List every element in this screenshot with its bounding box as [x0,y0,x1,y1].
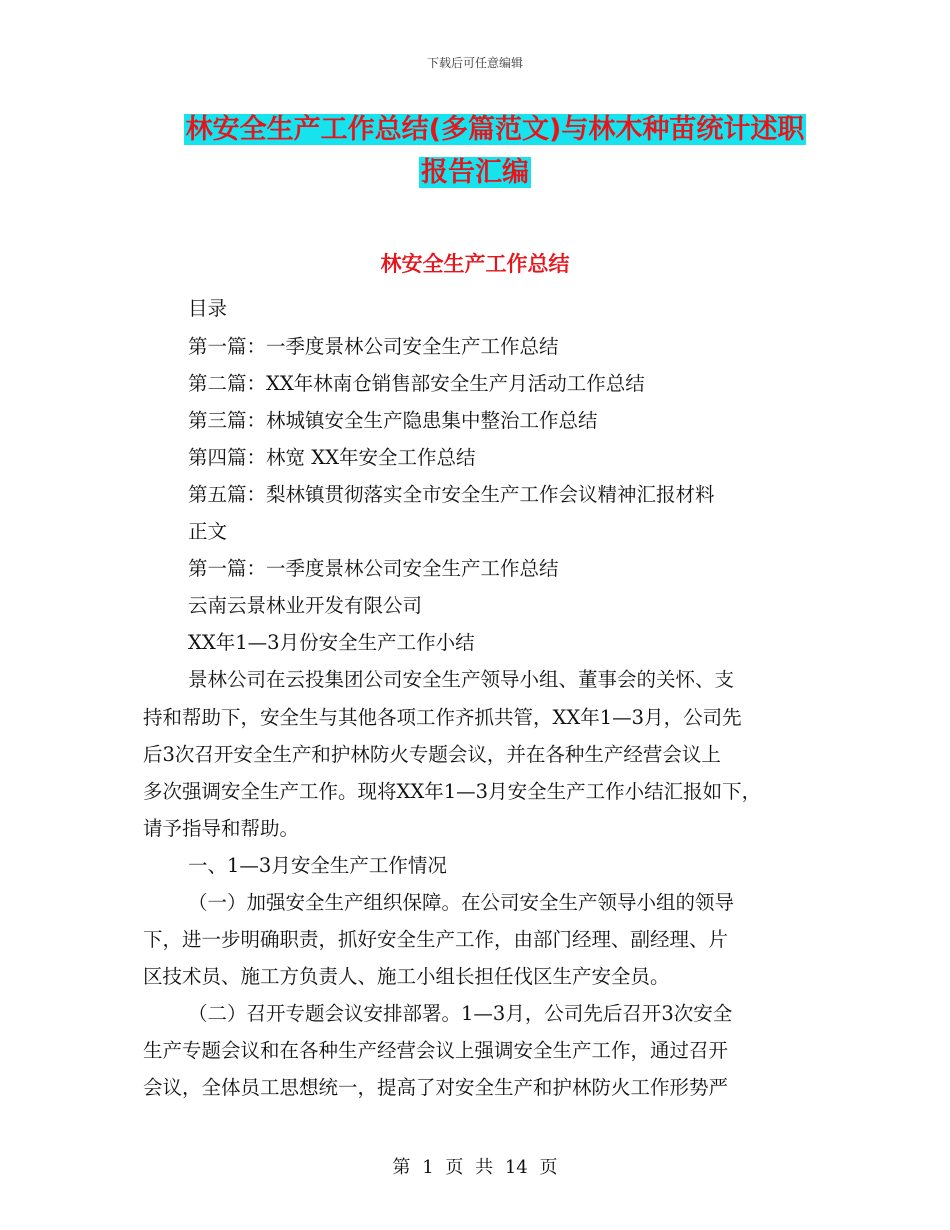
page-header-note: 下载后可任意编辑 [426,56,523,70]
toc-item: 第五篇：梨林镇贯彻落实全市安全生产工作会议精神汇报材料 [188,483,715,506]
document-title-line-1: 林安全生产工作总结(多篇范文)与林木种苗统计述职 [185,114,805,145]
paragraph-line: 生产专题会议和在各种生产经营会议上强调安全生产工作，通过召开 [143,1039,729,1062]
toc-heading: 目录 [188,297,228,320]
body-heading: 正文 [188,520,228,543]
section-heading: 一、1—3月安全生产工作情况 [188,854,447,877]
page-number: 第 1 页 共 14 页 [392,1157,558,1178]
paragraph-line: 下，进一步明确职责，抓好安全生产工作，由部门经理、副经理、片 [143,928,729,951]
document-title-line-2: 报告汇编 [421,157,529,188]
toc-item: 第四篇：林宽 XX年安全工作总结 [188,446,476,469]
section-title: 林安全生产工作总结 [380,252,570,276]
paragraph-line: （一）加强安全生产组织保障。在公司安全生产领导小组的领导 [188,891,735,914]
toc-item: 第二篇：XX年林南仓销售部安全生产月活动工作总结 [188,372,645,395]
report-title: XX年1—3月份安全生产工作小结 [188,631,475,654]
toc-item: 第一篇：一季度景林公司安全生产工作总结 [188,335,559,358]
paragraph-line: 请予指导和帮助。 [143,817,300,840]
paragraph-line: 后3次召开安全生产和护林防火专题会议，并在各种生产经营会议上 [143,743,721,766]
company-name: 云南云景林业开发有限公司 [188,594,423,617]
toc-item: 第三篇：林城镇安全生产隐患集中整治工作总结 [188,409,598,432]
paragraph-line: 区技术员、施工方负责人、施工小组长担任伐区生产安全员。 [143,965,670,988]
paragraph-line: 多次强调安全生产工作。现将XX年1—3月安全生产工作小结汇报如下， [143,780,762,803]
part-title: 第一篇：一季度景林公司安全生产工作总结 [188,557,559,580]
paragraph-line: 持和帮助下，安全生与其他各项工作齐抓共管，XX年1—3月，公司先 [143,706,742,729]
paragraph-line: 景林公司在云投集团公司安全生产领导小组、董事会的关怀、支 [188,668,735,691]
paragraph-line: 会议，全体员工思想统一，提高了对安全生产和护林防火工作形势严 [143,1076,729,1099]
paragraph-line: （二）召开专题会议安排部署。1—3月，公司先后召开3次安全 [188,1002,733,1025]
